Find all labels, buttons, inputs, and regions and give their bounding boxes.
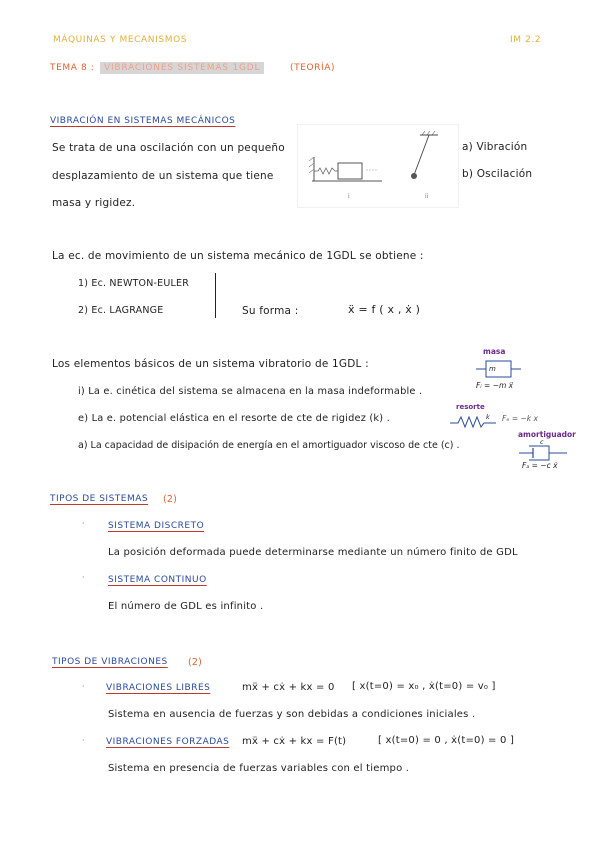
damper-symbol-icon xyxy=(519,444,569,462)
bullet-1: · xyxy=(82,519,85,528)
fig-label-i: i xyxy=(348,193,350,200)
topic-title: VIBRACIONES SISTEMAS 1GDL xyxy=(100,62,264,74)
vibration-figure xyxy=(297,124,459,208)
s2-form-label: Su forma : xyxy=(242,305,299,317)
resorte-eq: Fₑ = −k x xyxy=(502,414,538,423)
amortiguador-c: c xyxy=(540,438,544,446)
bullet-3: · xyxy=(82,682,85,691)
amortiguador-eq: Fₐ = −c ẋ xyxy=(522,461,558,470)
spring-symbol-icon xyxy=(450,411,498,429)
vibration-diagram xyxy=(298,125,458,207)
bullet-4: · xyxy=(82,736,85,745)
s2-item1: 1) Ec. NEWTON-EULER xyxy=(78,278,190,289)
s3-item-e: e) La e. potencial elástica en el resorte de cte de rigidez (k) . xyxy=(78,413,390,424)
section-heading-vibracion: VIBRACIÓN EN SISTEMAS MECÁNICOS xyxy=(50,116,236,126)
option-b: b) Oscilación xyxy=(462,168,533,180)
amortiguador-label: amortiguador xyxy=(518,430,576,439)
forzadas-initial-conditions: [ x(t=0) = 0 , ẋ(t=0) = 0 ] xyxy=(378,735,515,746)
page-code: IM 2.2 xyxy=(510,35,542,45)
s1-line3: masa y rigidez. xyxy=(52,197,136,209)
masa-label: masa xyxy=(483,347,506,356)
section-heading-tipos-vibraciones: TIPOS DE VIBRACIONES xyxy=(52,657,168,667)
mass-symbol-icon xyxy=(476,358,522,382)
resorte-label: resorte xyxy=(456,403,485,411)
bracket-line xyxy=(215,273,216,318)
libres-equation: mẍ + cẋ + kx = 0 xyxy=(242,682,335,693)
option-a: a) Vibración xyxy=(462,141,528,153)
s3-item-i: i) La e. cinética del sistema se almacena en la masa indeformable . xyxy=(78,386,423,397)
topic-label: TEMA 8 : xyxy=(50,63,95,73)
s4-sub2-text: El número de GDL es infinito . xyxy=(108,601,264,612)
libres-initial-conditions: [ x(t=0) = x₀ , ẋ(t=0) = v₀ ] xyxy=(352,681,496,692)
s5-sub1-text: Sistema en ausencia de fuerzas y son debidas a condiciones iniciales . xyxy=(108,709,476,720)
topic-note: (TEORÍA) xyxy=(290,63,336,73)
s5-sub2-text: Sistema en presencia de fuerzas variables con el tiempo . xyxy=(108,763,410,774)
forzadas-equation: mẍ + cẋ + kx = F(t) xyxy=(242,736,347,747)
s2-form-eq: ẍ = f ( x , ẋ ) xyxy=(348,303,421,316)
masa-eq: Fᵢ = −m ẍ xyxy=(476,381,514,390)
tipos-sistemas-count: (2) xyxy=(163,494,178,505)
subheading-vibraciones-forzadas: VIBRACIONES FORZADAS xyxy=(106,737,230,747)
section-heading-tipos-sistemas: TIPOS DE SISTEMAS xyxy=(50,494,149,504)
s1-line2: desplazamiento de un sistema que tiene xyxy=(52,170,274,182)
masa-m: m xyxy=(489,365,496,373)
s1-line1: Se trata de una oscilación con un pequeño xyxy=(52,142,285,154)
s2-intro: La ec. de movimiento de un sistema mecánico de 1GDL se obtiene : xyxy=(52,250,424,262)
subject-title: MÁQUINAS Y MECANISMOS xyxy=(53,35,188,45)
s3-item-a: a) La capacidad de disipación de energía en el amortiguador viscoso de cte (c) . xyxy=(78,440,460,451)
resorte-k: k xyxy=(486,413,490,421)
s4-sub1-text: La posición deformada puede determinarse mediante un número finito de GDL xyxy=(108,547,518,558)
s2-item2: 2) Ec. LAGRANGE xyxy=(78,305,164,316)
subheading-vibraciones-libres: VIBRACIONES LIBRES xyxy=(106,683,211,693)
s3-intro: Los elementos básicos de un sistema vibratorio de 1GDL : xyxy=(52,358,369,370)
bullet-2: · xyxy=(82,573,85,582)
tipos-vibraciones-count: (2) xyxy=(188,657,203,668)
fig-label-ii: ii xyxy=(425,193,429,200)
subheading-sistema-discreto: SISTEMA DISCRETO xyxy=(108,521,205,531)
subheading-sistema-continuo: SISTEMA CONTINUO xyxy=(108,575,207,585)
